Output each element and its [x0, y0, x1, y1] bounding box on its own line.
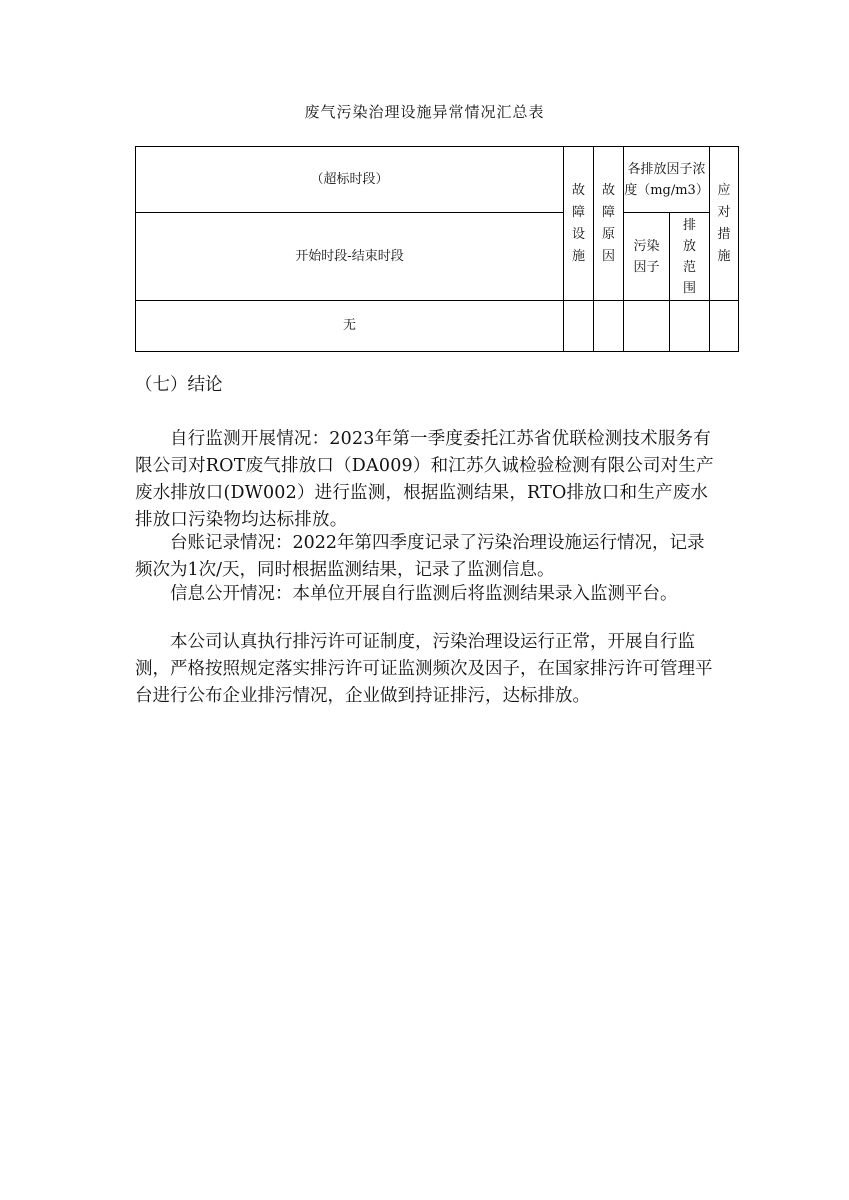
- header-period-bottom: 开始时段-结束时段: [136, 213, 564, 301]
- table-cell-empty: [624, 301, 670, 352]
- table-title: 废气污染治理设施异常情况汇总表: [304, 103, 545, 121]
- header-range: 排放范围: [670, 213, 710, 301]
- header-fault-reason: 故障原因: [594, 147, 624, 301]
- header-period-top: （超标时段）: [136, 147, 564, 213]
- table-cell-empty: [564, 301, 594, 352]
- table-cell-empty: [594, 301, 624, 352]
- header-fault-facility: 故障设施: [564, 147, 594, 301]
- table-cell-empty: [670, 301, 710, 352]
- abnormal-facility-table: [135, 146, 739, 352]
- paragraph-disclosure: 信息公开情况：本单位开展自行监测后将监测结果录入监测平台。: [170, 584, 678, 604]
- header-measures: 应对措施: [710, 147, 739, 301]
- section-heading: （七）结论: [135, 375, 223, 395]
- table-cell-empty: [710, 301, 739, 352]
- table-cell-period: 无: [136, 301, 564, 352]
- header-pollutant: 污染因子: [624, 213, 670, 301]
- paragraph-conclusion: 本公司认真执行排污许可证制度，污染治理设运行正常，开展自行监测，严格按照规定落实排污许可证监测频次及因子，在国家排污许可管理平台进行公布企业排污情况，企业做到持证排污，达标排放。: [135, 632, 713, 706]
- paragraph-monitoring: 自行监测开展情况：2023年第一季度委托江苏省优联检测技术服务有限公司对ROT废气排放口（DA009）和江苏久诚检验检测有限公司对生产废水排放口(DW002）进行监测，根据监测结果，RTO排放口和生产废水排放口污染物均达标排放。: [135, 429, 714, 530]
- paragraph-ledger: 台账记录情况：2022年第四季度记录了污染治理设施运行情况，记录频次为1次/天，同时根据监测结果，记录了监测信息。: [135, 533, 705, 580]
- header-concentration: 各排放因子浓度（mg/m3）: [624, 147, 710, 213]
- table-row: [136, 301, 739, 352]
